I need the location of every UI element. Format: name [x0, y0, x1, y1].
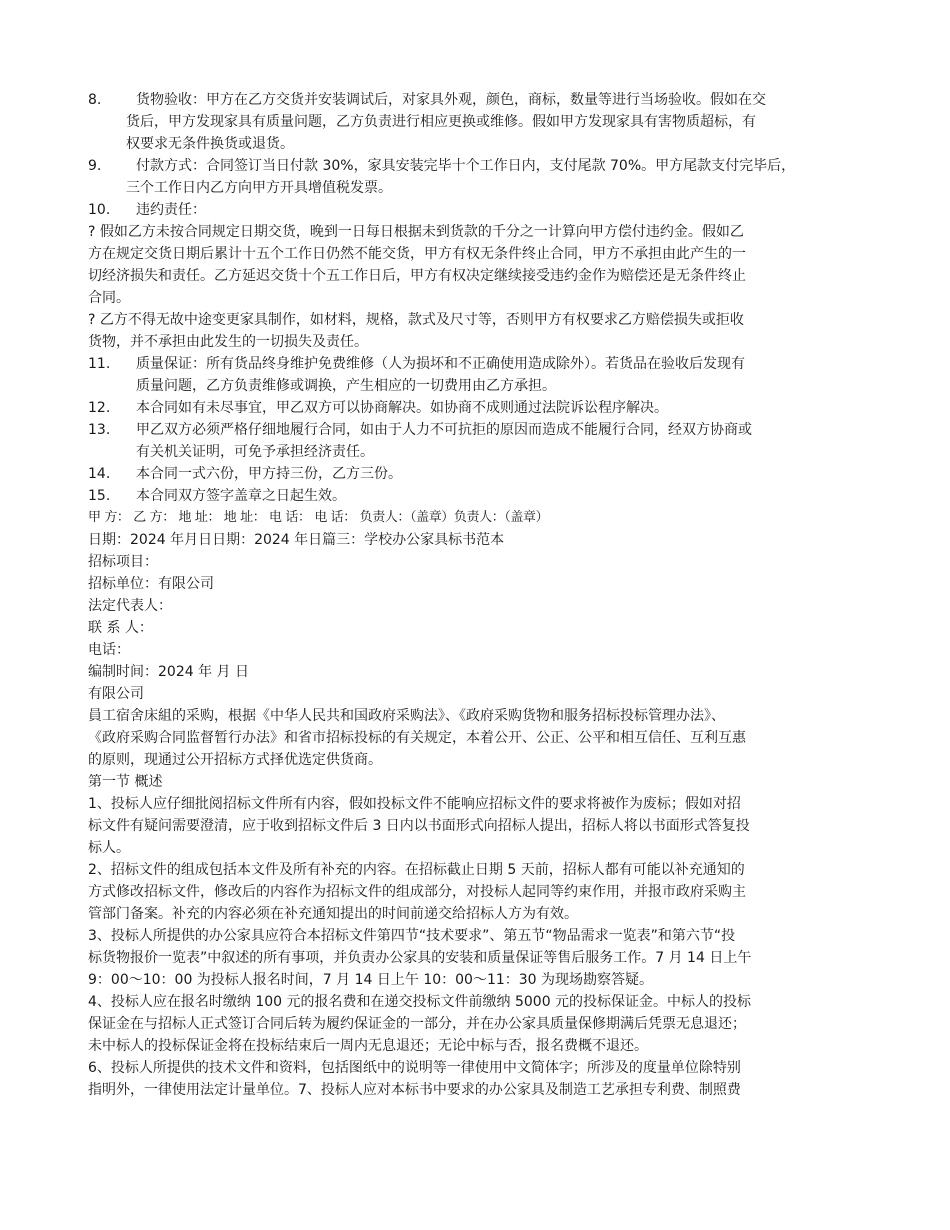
text-line [88, 1013, 746, 1035]
line-text: 招标单位：有限公司 [88, 576, 214, 592]
line-text: 有关机关证明，可免予承担经济责任。 [136, 444, 374, 460]
text-line [88, 859, 745, 881]
line-text: 付款方式：合同签订当日付款 30%，家具安装完毕十个工作日内，支付尾款 70%。甲方尾款支付完毕后， [136, 158, 796, 174]
line-text: 未中标人的投标保证金将在投标结束后一周内无息退还；无论中标与否，报名费概不退还。 [88, 1038, 648, 1054]
line-text: 联 系 人： [88, 620, 153, 636]
line-text: 管部门备案。补充的内容必须在补充通知提出的时间前递交给招标人方为有效。 [88, 906, 578, 922]
text-line [88, 243, 746, 265]
clause-number: 11. [88, 356, 111, 372]
line-text: 方式修改招标文件，修改后的内容作为招标文件的组成部分，对投标人起同等约束作用，并报市政府采购主 [88, 884, 746, 900]
line-text: ? 乙方不得无故中途变更家具制作，如材料，规格，款式及尺寸等，否则甲方有权要求乙方赔偿损失或拒收 [88, 312, 744, 328]
text-line [136, 441, 374, 463]
text-line [88, 837, 130, 859]
text-line [88, 881, 746, 903]
line-text: 法定代表人： [88, 598, 172, 614]
text-line [88, 595, 172, 617]
line-text: 4、投标人应在报名时缴纳 100 元的报名费和在递交投标文件前缴纳 5000 元的投标保证金。中标人的投标 [88, 994, 752, 1010]
line-text: 員工宿舍床組的采购，根据《中华人民共和国政府采购法》、《政府采购货物和服务招标投标管理办法》、 [88, 708, 725, 724]
text-line [88, 925, 735, 947]
text-line [88, 727, 746, 749]
line-text: 电话： [88, 642, 130, 658]
line-text: 质量问题，乙方负责维修或调换，产生相应的一切费用由乙方承担。 [136, 378, 556, 394]
line-text: 三个工作日内乙方向甲方开具增值税发票。 [126, 180, 392, 196]
line-text: 标货物报价一览表”中叙述的所有事项，并负责办公家具的安装和质量保证等售后服务工作。7 月 14 日上午 [88, 950, 752, 966]
text-line [88, 265, 746, 287]
line-text: 招标项目： [88, 554, 158, 570]
text-line [88, 1079, 741, 1101]
text-line [88, 947, 751, 969]
clause-number: 10. [88, 202, 111, 218]
line-text: 方在规定交货日期后累计十五个工作日仍然不能交货，甲方有权无条件终止合同，甲方不承担由此产生的一 [88, 246, 746, 262]
text-line [88, 639, 130, 661]
clause-number: 14. [88, 466, 111, 482]
signature-row [88, 507, 548, 529]
line-text: 甲乙双方必须严格仔细地履行合同，如由于人力不可抗拒的原因而造成不能履行合同，经双方协商或 [136, 422, 752, 438]
text-line [88, 969, 653, 991]
text-line [88, 397, 668, 419]
line-text: 日期：2024 年月日日期：2024 年日篇三：学校办公家具标书范本 [88, 532, 505, 548]
text-line [88, 353, 745, 375]
text-line [88, 661, 249, 683]
line-text: 保证金在与招标人正式签订合同后转为履约保证金的一部分，并在办公家具质量保修期满后凭票无息退还； [88, 1016, 746, 1032]
text-line [88, 1035, 648, 1057]
text-line [126, 177, 392, 199]
text-line [88, 991, 751, 1013]
line-text: 违约责任： [136, 202, 206, 218]
line-text: 3、投标人所提供的办公家具应符合本招标文件第四节“技术要求”、第五节“物品需求一览表”和第六节“投 [88, 928, 736, 944]
text-line [88, 89, 766, 111]
line-text: 质量保证：所有货品终身维护免费维修（人为损坏和不正确使用造成除外）。若货品在验收后发现有 [136, 356, 745, 372]
text-line [88, 529, 504, 551]
text-line [88, 199, 206, 221]
section-heading [88, 771, 162, 793]
text-line [88, 683, 144, 705]
line-text: 甲 方： 乙 方： 地 址： 地 址： 电 话： 电 话： 负责人：（盖章）负责人：（盖章） [88, 510, 549, 525]
text-line [126, 133, 294, 155]
text-line [88, 573, 214, 595]
line-text: 权要求无条件换货或退货。 [126, 136, 294, 152]
line-text: 货后，甲方发现家具有质量问题，乙方负责进行相应更换或维修。假如甲方发现家具有害物质超标，有 [126, 114, 756, 130]
clause-number: 15. [88, 488, 111, 504]
text-line [88, 287, 130, 309]
text-line [88, 815, 750, 837]
line-text: 本合同双方签字盖章之日起生效。 [136, 488, 346, 504]
line-text: 本合同如有未尽事宜，甲乙双方可以协商解决。如协商不成则通过法院诉讼程序解决。 [136, 400, 668, 416]
line-text: 指明外，一律使用法定计量单位。7、投标人应对本标书中要求的办公家具及制造工艺承担专利费、制照费 [88, 1082, 741, 1098]
line-text: 的原则，现通过公开招标方式择优选定供货商。 [88, 752, 382, 768]
text-line [88, 331, 368, 353]
line-text: 9：00～10：00 为投标人报名时间，7 月 14 日上午 10：00～11：30 为现场勘察答疑。 [88, 972, 654, 988]
text-line [88, 793, 741, 815]
line-text: 货物验收：甲方在乙方交货并安装调试后，对家具外观，颜色，商标，数量等进行当场验收。假如在交 [136, 92, 766, 108]
clause-number: 12. [88, 400, 111, 416]
text-line [88, 551, 158, 573]
clause-number: 13. [88, 422, 111, 438]
line-text: 货物，并不承担由此发生的一切损失及责任。 [88, 334, 368, 350]
text-line [88, 705, 725, 727]
line-text: 有限公司 [88, 686, 144, 702]
text-line [88, 309, 744, 331]
clause-number: 9. [88, 158, 102, 174]
text-line [136, 375, 556, 397]
line-text: 第一节 概述 [88, 774, 163, 790]
line-text: 标文件有疑问需要澄清，应于收到招标文件后 3 日内以书面形式向招标人提出，招标人将以书面形式答复投 [88, 818, 750, 834]
line-text: 本合同一式六份，甲方持三份，乙方三份。 [136, 466, 402, 482]
text-line [126, 111, 756, 133]
clause-number: 8. [88, 92, 102, 108]
line-text: ? 假如乙方未按合同规定日期交货，晚到一日每日根据未到货款的千分之一计算向甲方偿付违约金。假如乙 [88, 224, 744, 240]
text-line [88, 419, 752, 441]
text-line [88, 749, 382, 771]
text-line [88, 463, 402, 485]
line-text: 标人。 [88, 840, 130, 856]
line-text: 1、投标人应仔细批阅招标文件所有内容，假如投标文件不能响应招标文件的要求将被作为废标；假如对招 [88, 796, 741, 812]
text-line [88, 221, 744, 243]
text-line [88, 155, 795, 177]
line-text: 切经济损失和责任。乙方延迟交货十个五工作日后，甲方有权决定继续接受违约金作为赔偿还是无条件终止 [88, 268, 746, 284]
text-line [88, 903, 578, 925]
line-text: 2、招标文件的组成包括本文件及所有补充的内容。在招标截止日期 5 天前，招标人都有可能以补充通知的 [88, 862, 745, 878]
text-line [88, 485, 346, 507]
line-text: 《政府采购合同监督暂行办法》和省市招标投标的有关规定，本着公开、公正、公平和相互信任、互利互惠 [88, 730, 746, 746]
line-text: 编制时间：2024 年 月 日 [88, 664, 249, 680]
text-line [88, 617, 153, 639]
text-line [88, 1057, 741, 1079]
line-text: 6、投标人所提供的技术文件和资料，包括图纸中的说明等一律使用中文简体字；所涉及的度量单位除特别 [88, 1060, 741, 1076]
line-text: 合同。 [88, 290, 130, 306]
